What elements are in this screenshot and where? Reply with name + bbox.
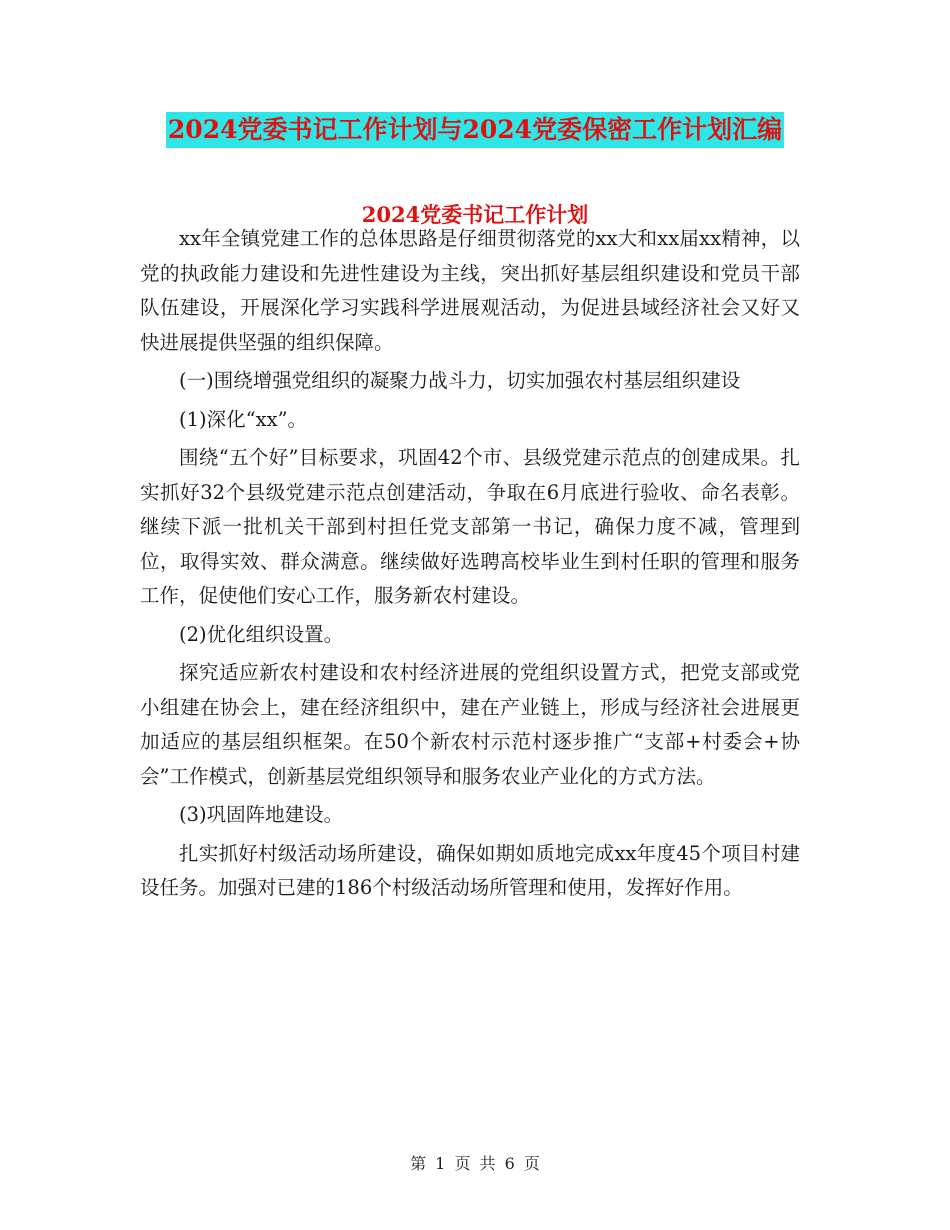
- paragraph-body-1: 围绕“五个好”目标要求，巩固42个市、县级党建示范点的创建成果。扎实抓好32个县级党建示范点创建活动，争取在6月底进行验收、命名表彰。继续下派一批机关干部到村担任党支部第一书记，确保力度不减，管理到位，取得实效、群众满意。继续做好选聘高校毕业生到村任职的管理和服务工作，促使他们安心工作，服务新农村建设。: [140, 446, 800, 607]
- page-number-footer: 第 1 页 共 6 页: [410, 1154, 540, 1173]
- paragraph-intro: xx年全镇党建工作的总体思路是仔细贯彻落党的xx大和xx届xx精神，以党的执政能力建设和先进性建设为主线，突出抓好基层组织建设和党员干部队伍建设，开展深化学习实践科学进展观活动，为促进县域经济社会又好又快进展提供坚强的组织保障。: [140, 227, 800, 354]
- document-title-wrapper: [0, 112, 950, 148]
- section-title: 2024党委书记工作计划: [361, 202, 589, 227]
- paragraph-body-3: 扎实抓好村级活动场所建设，确保如期如质地完成xx年度45个项目村建设任务。加强对已建的186个村级活动场所管理和使用，发挥好作用。: [140, 841, 800, 899]
- document-body: [140, 222, 800, 906]
- paragraph-subheading-2: (2)优化组织设置。: [179, 622, 344, 646]
- paragraph-body-2: 探究适应新农村建设和农村经济进展的党组织设置方式，把党支部或党小组建在协会上，建在经济组织中，建在产业链上，形成与经济社会进展更加适应的基层组织框架。在50个新农村示范村逐步推广“支部+村委会+协会”工作模式，创新基层党组织领导和服务农业产业化的方式方法。: [140, 661, 800, 788]
- paragraph-subheading-3: (3)巩固阵地建设。: [179, 803, 344, 826]
- document-title: 2024党委书记工作计划与2024党委保密工作计划汇编: [166, 112, 784, 148]
- paragraph-heading-1: (一)围绕增强党组织的凝聚力战斗力，切实加强农村基层组织建设: [179, 369, 741, 392]
- paragraph-subheading-1: (1)深化“xx”。: [179, 407, 308, 431]
